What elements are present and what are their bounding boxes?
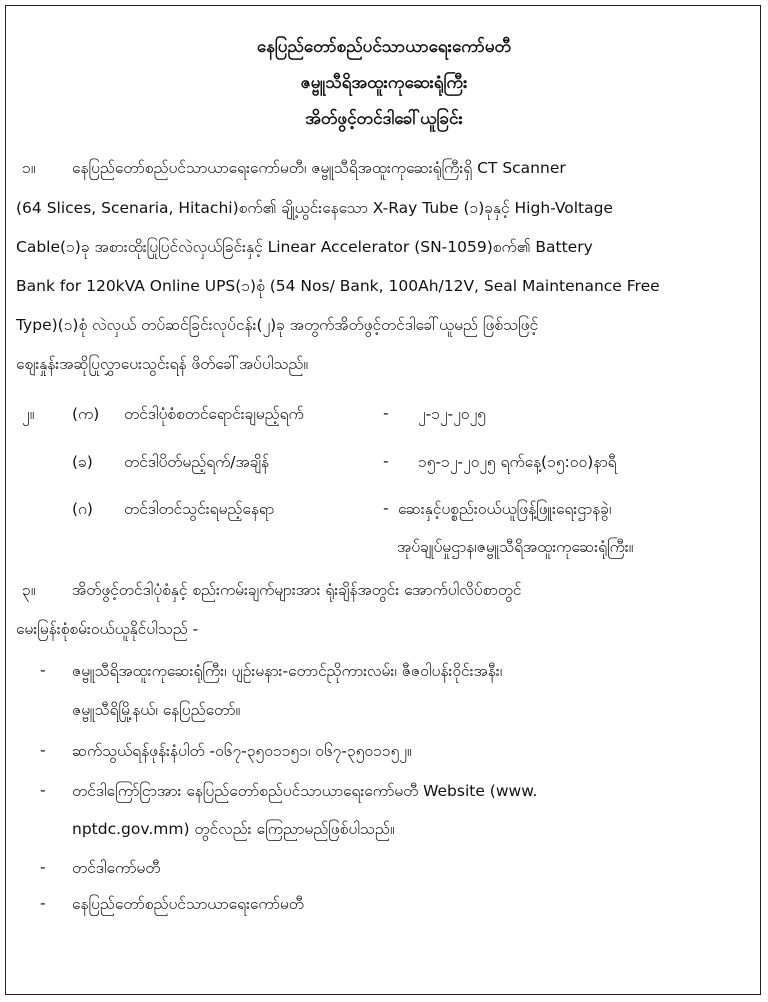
bullet-line: တင်ဒါကြော်ငြာအား နေပြည်တော်စည်ပင်သာယာရေးကော်မတီ Website (www. xyxy=(72,782,538,800)
para1-number: ၁။ xyxy=(22,159,36,177)
bullet-line: ဇမ္ဗူသီရိအထူးကုဆေးရုံကြီး၊ ပျဉ်းမနား-တောင်ညိုကားလမ်း၊ ဇီဇဝါပန်းဝိုင်းအနီး၊ xyxy=(72,662,503,680)
para2-number: ၂။ xyxy=(22,405,35,423)
para1-line: Type)(၁)စုံ လဲလှယ် တပ်ဆင်ခြင်းလုပ်ငန်း(၂)ခု အတွက်အိတ်ဖွင့်တင်ဒါခေါ်ယူမည် ဖြစ်သဖြင့် xyxy=(16,316,539,334)
item-letter: (ခ) xyxy=(72,453,93,471)
item-separator: - xyxy=(383,499,389,517)
item-value: ဆေးနှင့်ပစ္စည်းဝယ်ယူဖြန့်ဖြူးရေးဌာနခွဲ၊ xyxy=(398,500,612,518)
item-separator: - xyxy=(383,452,389,470)
para3-number: ၃။ xyxy=(22,581,36,599)
bullet-line: ဇမ္ဗူသီရိမြို့နယ်၊ နေပြည်တော်။ xyxy=(72,701,241,719)
bullet-dash: - xyxy=(40,858,46,876)
item-letter: (က) xyxy=(72,405,100,423)
header-hospital: ဇမ္ဗူသီရိအထူးကုဆေးရုံကြီး xyxy=(300,73,468,93)
item-label: တင်ဒါပုံစံစတင်ရောင်းချမည့်ရက် xyxy=(124,405,304,423)
item-label: တင်ဒါတင်သွင်းရမည့်နေရာ xyxy=(124,500,275,518)
para1-line: ဈေးနှုန်းအဆိုပြုလွှာပေးသွင်းရန် ဖိတ်ခေါ်အပ်ပါသည်။ xyxy=(16,355,309,373)
para1-line: Bank for 120kVA Online UPS(၁)စုံ (54 Nos/ Bank, 100Ah/12V, Seal Maintenance Free xyxy=(16,277,660,295)
item-value-continued: အုပ်ချုပ်မှုဌာန၊ဇမ္ဗူသီရိအထူးကုဆေးရုံကြီး။ xyxy=(397,538,634,556)
item-separator: - xyxy=(383,404,389,422)
para1-line: (64 Slices, Scenaria, Hitachi)စက်၏ ချို့ယွင်းနေသော X-Ray Tube (၁)ခုနှင့် High-Voltage xyxy=(16,199,613,217)
item-value: ၁၅-၁၂-၂၀၂၅ ရက်နေ့(၁၅:၀၀)နာရီ xyxy=(418,453,617,471)
item-value: ၂-၁၂-၂၀၂၅ xyxy=(418,405,486,423)
para1-line: နေပြည်တော်စည်ပင်သာယာရေးကော်မတီ၊ ဇမ္ဗူသီရိအထူးကုဆေးရုံကြီးရှိ CT Scanner xyxy=(72,159,566,177)
bullet-line: နေပြည်တော်စည်ပင်သာယာရေးကော်မတီ xyxy=(72,895,304,913)
bullet-line: တင်ဒါကော်မတီ xyxy=(72,859,161,877)
header-tender-title: အိတ်ဖွင့်တင်ဒါခေါ်ယူခြင်း xyxy=(305,109,463,129)
bullet-line: nptdc.gov.mm) တွင်လည်း ကြေညာမည်ဖြစ်ပါသည်။ xyxy=(72,820,395,838)
bullet-dash: - xyxy=(40,661,46,679)
para1-line: Cable(၁)ခု အစားထိုးပြုပြင်လဲလှယ်ခြင်းနှင့် Linear Accelerator (SN-1059)စက်၏ Battery xyxy=(16,238,593,256)
bullet-dash: - xyxy=(40,741,46,759)
bullet-dash: - xyxy=(40,781,46,799)
item-label: တင်ဒါပိတ်မည့်ရက်/အချိန် xyxy=(124,453,269,471)
para3-line: အိတ်ဖွင့်တင်ဒါပုံစံနှင့် စည်းကမ်းချက်များအား ရုံးချိန်အတွင်း အောက်ပါလိပ်စာတွင် xyxy=(72,581,522,599)
bullet-line: ဆက်သွယ်ရန်ဖုန်းနံပါတ် -၀၆၇-၃၅၀၁၁၅၁၊ ၀၆၇-၃၅၀၁၁၅၂။ xyxy=(72,742,412,760)
header-committee: နေပြည်တော်စည်ပင်သာယာရေးကော်မတီ xyxy=(256,37,512,57)
para3-line: မေးမြန်းစုံစမ်းဝယ်ယူနိုင်ပါသည် - xyxy=(16,620,199,638)
bullet-dash: - xyxy=(40,894,46,912)
item-letter: (ဂ) xyxy=(72,500,93,518)
